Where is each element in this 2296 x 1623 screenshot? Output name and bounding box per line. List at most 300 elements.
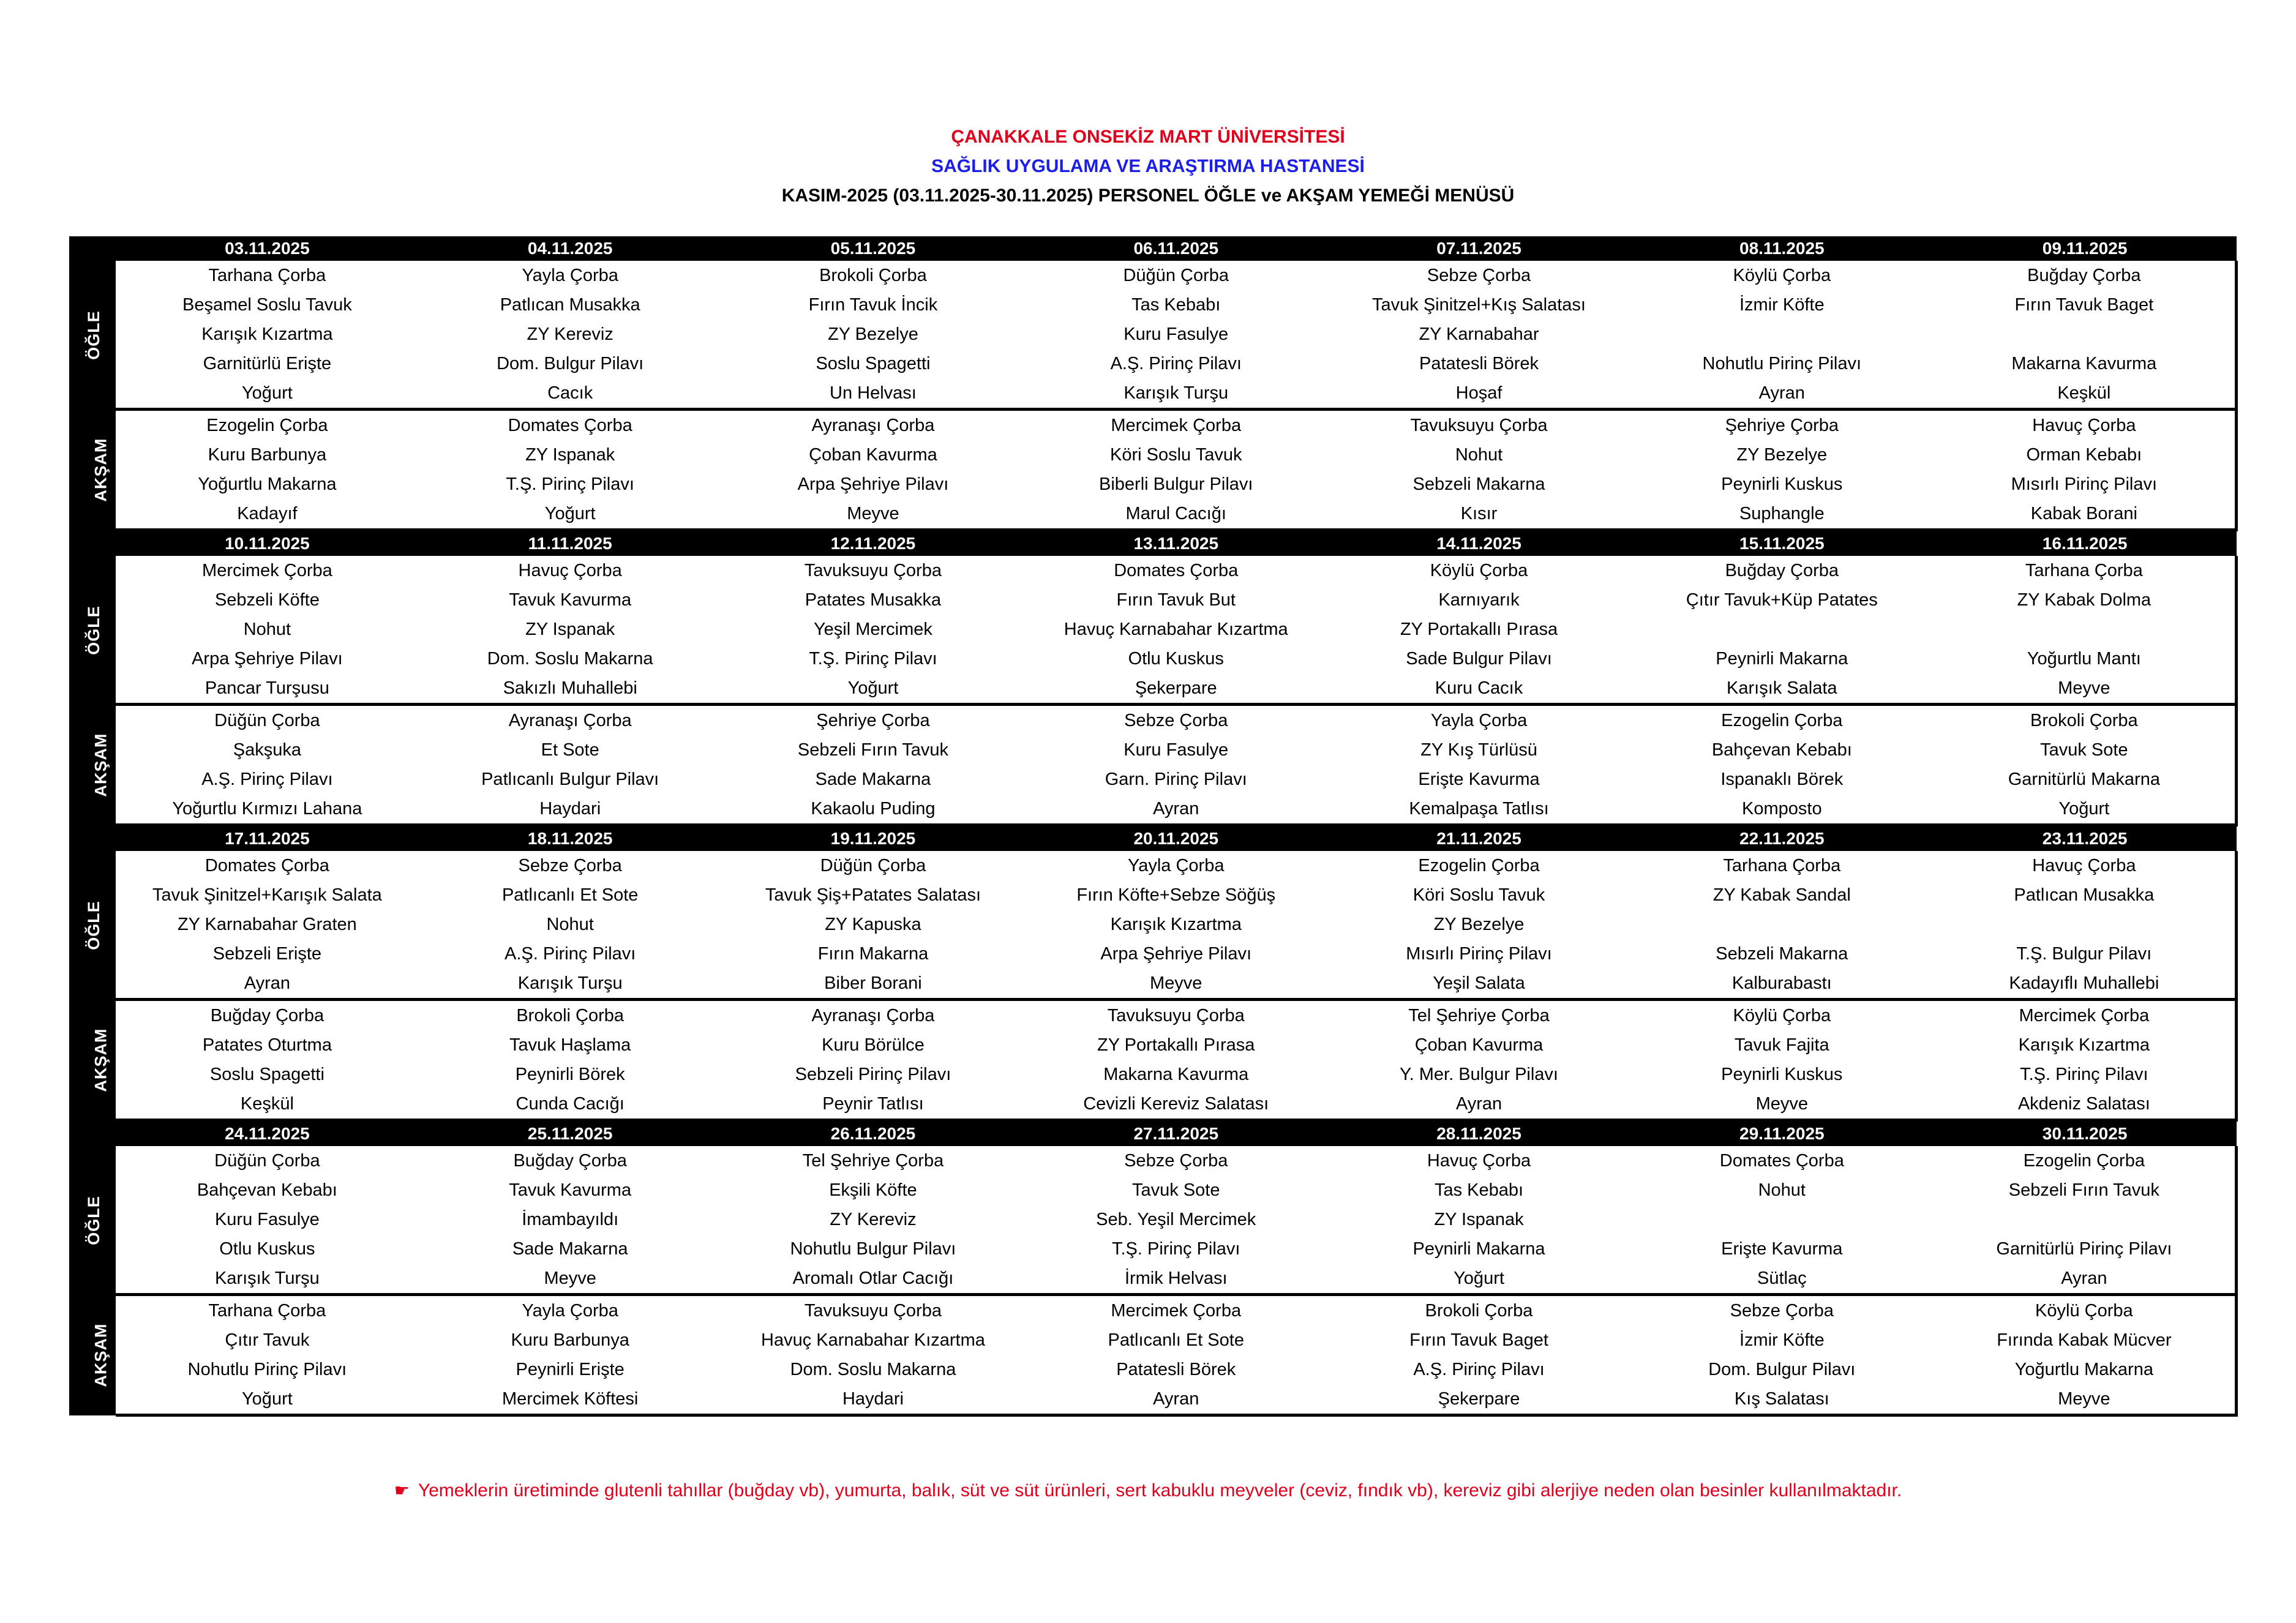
dish-item: Brokoli Çorba: [2030, 711, 2138, 730]
dinner-menu-cell: [1934, 1295, 2237, 1415]
day-date: 25.11.2025: [419, 1120, 722, 1147]
dish-item: Seb. Yeşil Mercimek: [1096, 1210, 1256, 1229]
dish-item: Sade Makarna: [512, 1239, 628, 1259]
dish-item: Buğday Çorba: [513, 1151, 627, 1171]
dinner-menu-cell: [1024, 705, 1327, 825]
dish-item: Suphangle: [1739, 504, 1825, 523]
dinner-label-cell: [69, 1295, 116, 1415]
lunch-menu-cell: [1630, 556, 1934, 705]
dish-item: Fırın Tavuk But: [1116, 590, 1236, 610]
dish-item: Kakaolu Puding: [811, 799, 936, 819]
dish-item: Keşkül: [240, 1094, 294, 1114]
dish-item: Arpa Şehriye Pilavı: [797, 474, 949, 494]
dish-item: İmambayıldı: [522, 1210, 619, 1229]
dish-item: Buğday Çorba: [210, 1006, 325, 1025]
dish-item: Mercimek Çorba: [1111, 416, 1242, 435]
dish-item: Domates Çorba: [508, 416, 632, 435]
dish-item: Sebzeli Pirinç Pilavı: [795, 1065, 951, 1084]
dish-item: Tavuk Haşlama: [509, 1035, 631, 1055]
dinner-menu-cell: [1630, 1295, 1934, 1415]
dish-item: Brokoli Çorba: [1425, 1301, 1533, 1321]
dish-item: Biber Borani: [824, 973, 922, 993]
dish-item: Ekşili Köfte: [829, 1180, 917, 1200]
lunch-menu-cell: [1327, 851, 1630, 1000]
dinner-menu-cell: [116, 705, 419, 825]
dish-item: Köylü Çorba: [1733, 1006, 1831, 1025]
dish-item: Tavuk Sote: [1131, 1180, 1220, 1200]
dish-item: Fırın Tavuk Baget: [1409, 1330, 1548, 1350]
dish-item: Köylü Çorba: [2035, 1301, 2133, 1321]
dish-item: T.Ş. Pirinç Pilavı: [1111, 1239, 1240, 1259]
day-date: 26.11.2025: [722, 1120, 1025, 1147]
dish-item: İzmir Köfte: [1739, 1330, 1825, 1350]
date-header-spacer: [69, 530, 116, 557]
lunch-label: ÖĞLE: [84, 1195, 103, 1245]
dish-item: Fırın Makarna: [817, 944, 929, 964]
dish-item: İrmik Helvası: [1124, 1269, 1228, 1288]
dish-item: Tavuk Fajita: [1734, 1035, 1829, 1055]
dish-item: Tavuksuyu Çorba: [1410, 416, 1548, 435]
dinner-menu-cell: [419, 410, 722, 530]
day-date: 15.11.2025: [1630, 530, 1934, 557]
dish-item: [1630, 615, 1934, 644]
dish-item: Sebzeli Erişte: [212, 944, 322, 964]
day-date: 20.11.2025: [1024, 825, 1327, 852]
dinner-label-cell: [69, 410, 116, 530]
dish-item: Karışık Salata: [1727, 678, 1837, 698]
date-header-spacer: [69, 825, 116, 852]
day-date: 24.11.2025: [116, 1120, 419, 1147]
lunch-menu-cell: [1024, 851, 1327, 1000]
lunch-menu-cell: [1630, 851, 1934, 1000]
dish-item: Çoban Kavurma: [809, 445, 937, 465]
dish-item: Patates Musakka: [805, 590, 942, 610]
lunch-label: ÖĞLE: [84, 605, 103, 655]
dish-item: Sebze Çorba: [1427, 266, 1531, 285]
dish-item: Karışık Turşu: [1124, 383, 1229, 403]
dish-item: Havuç Çorba: [2032, 856, 2136, 875]
dish-item: Cunda Cacığı: [516, 1094, 625, 1114]
dish-item: Meyve: [2058, 1389, 2110, 1409]
dish-item: [1630, 320, 1934, 349]
day-date: 21.11.2025: [1327, 825, 1630, 852]
dish-item: ZY Ispanak: [1434, 1210, 1524, 1229]
dish-item: [1630, 1205, 1934, 1234]
dinner-menu-cell: [1327, 410, 1630, 530]
dish-item: Patlıcanlı Et Sote: [501, 885, 639, 905]
dish-item: Karışık Turşu: [214, 1269, 320, 1288]
lunch-label-cell: [69, 1146, 116, 1295]
dish-item: Tavuk Kavurma: [509, 590, 632, 610]
dish-item: Fırın Tavuk Baget: [2014, 295, 2154, 315]
dish-item: Dom. Bulgur Pilavı: [1708, 1360, 1856, 1379]
lunch-menu-cell: [1024, 261, 1327, 410]
dish-item: Dom. Soslu Makarna: [790, 1360, 956, 1379]
dish-item: Sebze Çorba: [1124, 711, 1228, 730]
dish-item: Arpa Şehriye Pilavı: [192, 649, 343, 669]
dish-item: Kısır: [1460, 504, 1498, 523]
dish-item: Mercimek Çorba: [1111, 1301, 1242, 1321]
dish-item: Yoğurt: [847, 678, 899, 698]
date-header-row: [69, 1120, 2237, 1147]
dish-item: Ezogelin Çorba: [1721, 711, 1843, 730]
dinner-menu-cell: [1024, 1000, 1327, 1120]
dish-item: Yoğurtlu Makarna: [198, 474, 337, 494]
dish-item: Patates Oturtma: [202, 1035, 332, 1055]
dish-item: Un Helvası: [830, 383, 917, 403]
dish-item: Fırın Tavuk İncik: [808, 295, 938, 315]
lunch-row: [69, 851, 2237, 1000]
dish-item: Köri Soslu Tavuk: [1412, 885, 1545, 905]
dish-item: Kuru Fasulye: [1124, 324, 1229, 344]
dish-item: Ezogelin Çorba: [2023, 1151, 2145, 1171]
lunch-menu-cell: [722, 851, 1025, 1000]
dish-item: Garnitürlü Makarna: [2008, 770, 2160, 789]
dish-item: Meyve: [1755, 1094, 1808, 1114]
lunch-menu-cell: [1934, 1146, 2237, 1295]
dish-item: Yeşil Mercimek: [813, 620, 932, 639]
dish-item: A.Ş. Pirinç Pilavı: [201, 770, 333, 789]
dish-item: Çıtır Tavuk: [225, 1330, 310, 1350]
dish-item: Ayran: [1153, 1389, 1199, 1409]
dish-item: Şakşuka: [233, 740, 301, 760]
date-header-spacer: [69, 236, 116, 261]
day-date: 27.11.2025: [1024, 1120, 1327, 1147]
dish-item: Meyve: [847, 504, 899, 523]
day-date: 13.11.2025: [1024, 530, 1327, 557]
menu-title: KASIM-2025 (03.11.2025-30.11.2025) PERSONEL ÖĞLE ve AKŞAM YEMEĞİ MENÜSÜ: [781, 186, 1515, 206]
dish-item: Nohut: [546, 915, 594, 934]
dish-item: Tavuksuyu Çorba: [1107, 1006, 1245, 1025]
dish-item: [1934, 910, 2235, 939]
pointing-hand-icon: ☛: [394, 1481, 410, 1500]
dish-item: Patlıcanlı Et Sote: [1108, 1330, 1244, 1350]
dish-item: A.Ş. Pirinç Pilavı: [1413, 1360, 1545, 1379]
dish-item: Soslu Spagetti: [209, 1065, 325, 1084]
dish-item: Kuru Fasulye: [1124, 740, 1229, 760]
dish-item: Sade Makarna: [815, 770, 931, 789]
dish-item: Brokoli Çorba: [819, 266, 927, 285]
dish-item: Karışık Kızartma: [1110, 915, 1242, 934]
dish-item: Yayla Çorba: [522, 1301, 618, 1321]
dish-item: Tavuk Kavurma: [509, 1180, 632, 1200]
dish-item: Patatesli Börek: [1116, 1360, 1236, 1379]
dish-item: Peynirli Kuskus: [1721, 1065, 1843, 1084]
dish-item: Mısırlı Pirinç Pilavı: [2011, 474, 2158, 494]
dish-item: Peynir Tatlısı: [822, 1094, 924, 1114]
dinner-label: AKŞAM: [91, 1323, 110, 1387]
dish-item: Garn. Pirinç Pilavı: [1105, 770, 1247, 789]
dish-item: Karışık Turşu: [517, 973, 623, 993]
dish-item: Sebze Çorba: [518, 856, 622, 875]
allergen-note-text: Yemeklerin üretiminde glutenli tahıllar (buğday vb), yumurta, balık, süt ve süt ürünleri, sert kabuklu meyveler (ceviz, fındık vb), kereviz gibi alerjiye neden olan besinler kullanılmaktadır.: [418, 1480, 1902, 1501]
dish-item: ZY Kış Türlüsü: [1420, 740, 1537, 760]
lunch-menu-cell: [1630, 261, 1934, 410]
dish-item: Yoğurtlu Makarna: [2014, 1360, 2153, 1379]
dish-item: Keşkül: [2057, 383, 2111, 403]
lunch-row: [69, 1146, 2237, 1295]
dish-item: Peynirli Kuskus: [1721, 474, 1843, 494]
dish-item: Tavuk Sote: [2040, 740, 2128, 760]
dinner-menu-cell: [116, 410, 419, 530]
dish-item: Havuç Çorba: [518, 561, 622, 580]
dish-item: Havuç Karnabahar Kızartma: [761, 1330, 985, 1350]
dish-item: Tavuk Şinitzel+Kış Salatası: [1372, 295, 1586, 315]
dish-item: Ayranaşı Çorba: [811, 1006, 935, 1025]
dish-item: İzmir Köfte: [1739, 295, 1825, 315]
dish-item: Y. Mer. Bulgur Pilavı: [1400, 1065, 1558, 1084]
dinner-row: [69, 1295, 2237, 1415]
dish-item: Sakızlı Muhallebi: [503, 678, 637, 698]
dish-item: Kadayıf: [237, 504, 298, 523]
dish-item: A.Ş. Pirinç Pilavı: [505, 944, 636, 964]
lunch-menu-cell: [1327, 556, 1630, 705]
lunch-menu-cell: [1024, 1146, 1327, 1295]
lunch-label-cell: [69, 556, 116, 705]
lunch-menu-cell: [722, 1146, 1025, 1295]
dinner-row: [69, 1000, 2237, 1120]
day-date: 18.11.2025: [419, 825, 722, 852]
dish-item: Ayranaşı Çorba: [508, 711, 632, 730]
dish-item: Yoğurtlu Mantı: [2027, 649, 2141, 669]
dish-item: Dom. Soslu Makarna: [487, 649, 653, 669]
dinner-row: [69, 410, 2237, 530]
dish-item: Mercimek Çorba: [2019, 1006, 2150, 1025]
dish-item: Köylü Çorba: [1430, 561, 1528, 580]
dinner-menu-cell: [1024, 1295, 1327, 1415]
dish-item: Buğday Çorba: [1725, 561, 1839, 580]
lunch-menu-cell: [419, 851, 722, 1000]
dish-item: ZY Kereviz: [527, 324, 613, 344]
lunch-menu-cell: [1630, 1146, 1934, 1295]
lunch-menu-cell: [116, 851, 419, 1000]
dish-item: Domates Çorba: [1114, 561, 1239, 580]
dish-item: Patatesli Börek: [1419, 354, 1539, 373]
dish-item: Karnıyarık: [1438, 590, 1520, 610]
lunch-label-cell: [69, 851, 116, 1000]
day-date: 23.11.2025: [1934, 825, 2237, 852]
dish-item: Ayran: [1758, 383, 1805, 403]
dish-item: Şehriye Çorba: [816, 711, 930, 730]
dish-item: [1934, 615, 2235, 644]
dinner-menu-cell: [1934, 705, 2237, 825]
dish-item: Tavuksuyu Çorba: [804, 561, 942, 580]
lunch-menu-cell: [722, 556, 1025, 705]
date-header-row: [69, 236, 2237, 261]
dish-item: T.Ş. Pirinç Pilavı: [506, 474, 634, 494]
dish-item: ZY Bezelye: [1433, 915, 1525, 934]
dinner-menu-cell: [1630, 705, 1934, 825]
dish-item: Düğün Çorba: [1123, 266, 1229, 285]
day-date: 07.11.2025: [1327, 236, 1630, 261]
dinner-label: AKŞAM: [91, 733, 110, 797]
dinner-menu-cell: [1327, 1295, 1630, 1415]
dinner-menu-cell: [722, 705, 1025, 825]
day-date: 03.11.2025: [116, 236, 419, 261]
dish-item: Düğün Çorba: [820, 856, 926, 875]
dish-item: Patlıcanlı Bulgur Pilavı: [481, 770, 659, 789]
dish-item: Kalburabastı: [1731, 973, 1832, 993]
dish-item: Ispanaklı Börek: [1720, 770, 1844, 789]
lunch-menu-cell: [1024, 556, 1327, 705]
dish-item: Kuru Fasulye: [214, 1210, 320, 1229]
dinner-row: [69, 705, 2237, 825]
dish-item: Ayran: [1455, 1094, 1503, 1114]
lunch-label-cell: [69, 261, 116, 410]
dish-item: Ayran: [244, 973, 290, 993]
day-date: 11.11.2025: [419, 530, 722, 557]
dish-item: Sebzeli Köfte: [214, 590, 320, 610]
dish-item: T.Ş. Pirinç Pilavı: [2020, 1065, 2148, 1084]
lunch-row: [69, 261, 2237, 410]
allergen-note: [0, 1480, 2296, 1501]
dinner-label: AKŞAM: [91, 1028, 110, 1092]
dish-item: Yayla Çorba: [1430, 711, 1528, 730]
dish-item: Kabak Borani: [2030, 504, 2137, 523]
dish-item: Tel Şehriye Çorba: [1408, 1006, 1550, 1025]
dish-item: ZY Kabak Dolma: [2017, 590, 2152, 610]
dish-item: Meyve: [1150, 973, 1202, 993]
dish-item: Yoğurt: [242, 1389, 293, 1409]
dish-item: Tarhana Çorba: [208, 1301, 326, 1321]
lunch-menu-cell: [116, 556, 419, 705]
dish-item: Erişte Kavurma: [1418, 770, 1540, 789]
dish-item: Hoşaf: [1455, 383, 1503, 403]
dinner-label: AKŞAM: [91, 438, 110, 501]
dish-item: Peynirli Makarna: [1412, 1239, 1545, 1259]
day-date: 30.11.2025: [1934, 1120, 2237, 1147]
lunch-menu-cell: [419, 556, 722, 705]
day-date: 28.11.2025: [1327, 1120, 1630, 1147]
dish-item: Garnitürlü Erişte: [203, 354, 332, 373]
lunch-menu-cell: [1934, 851, 2237, 1000]
university-title: ÇANAKKALE ONSEKİZ MART ÜNİVERSİTESİ: [951, 127, 1345, 147]
dish-item: ZY Kapuska: [825, 915, 921, 934]
dish-item: Köylü Çorba: [1733, 266, 1831, 285]
dinner-menu-cell: [1327, 705, 1630, 825]
dish-item: ZY Bezelye: [828, 324, 918, 344]
dish-item: Fırında Kabak Mücver: [1997, 1330, 2172, 1350]
lunch-menu-cell: [1934, 556, 2237, 705]
dish-item: Peynirli Erişte: [516, 1360, 625, 1379]
dish-item: Havuç Çorba: [1427, 1151, 1531, 1171]
dish-item: [1934, 320, 2235, 349]
day-date: 14.11.2025: [1327, 530, 1630, 557]
dish-item: Otlu Kuskus: [219, 1239, 315, 1259]
dish-item: Makarna Kavurma: [2011, 354, 2157, 373]
day-date: 29.11.2025: [1630, 1120, 1934, 1147]
lunch-menu-cell: [722, 261, 1025, 410]
dish-item: Yoğurt: [2058, 799, 2110, 819]
dish-item: Tas Kebabı: [1131, 295, 1221, 315]
dish-item: [1630, 910, 1934, 939]
dish-item: Mısırlı Pirinç Pilavı: [1406, 944, 1552, 964]
dish-item: ZY Bezelye: [1736, 445, 1828, 465]
dish-item: ZY Ispanak: [525, 620, 615, 639]
dish-item: Şekerpare: [1135, 678, 1217, 698]
dish-item: Kemalpaşa Tatlısı: [1409, 799, 1549, 819]
dish-item: Sütlaç: [1757, 1269, 1807, 1288]
dinner-menu-cell: [722, 410, 1025, 530]
dinner-menu-cell: [722, 1295, 1025, 1415]
dinner-label-cell: [69, 1000, 116, 1120]
dinner-menu-cell: [1630, 410, 1934, 530]
menu-table: [69, 236, 2238, 1417]
dish-item: Kuru Barbunya: [511, 1330, 629, 1350]
dish-item: Tarhana Çorba: [2025, 561, 2143, 580]
lunch-row: [69, 556, 2237, 705]
day-date: 05.11.2025: [722, 236, 1025, 261]
dish-item: Sebzeli Makarna: [1412, 474, 1545, 494]
dinner-label-cell: [69, 705, 116, 825]
dish-item: Cevizli Kereviz Salatası: [1083, 1094, 1269, 1114]
dish-item: Nohut: [1758, 1180, 1806, 1200]
dish-item: Yoğurt: [544, 504, 596, 523]
dish-item: Patlıcan Musakka: [500, 295, 640, 315]
dish-item: Nohutlu Pirinç Pilavı: [1702, 354, 1862, 373]
dish-item: ZY Portakallı Pırasa: [1400, 620, 1558, 639]
dish-item: ZY Portakallı Pırasa: [1097, 1035, 1255, 1055]
dish-item: Ayranaşı Çorba: [811, 416, 935, 435]
dish-item: Peynirli Makarna: [1716, 649, 1848, 669]
day-date: 16.11.2025: [1934, 530, 2237, 557]
dish-item: Komposto: [1742, 799, 1822, 819]
lunch-menu-cell: [1327, 261, 1630, 410]
dish-item: Yoğurt: [1454, 1269, 1504, 1288]
dinner-menu-cell: [722, 1000, 1025, 1120]
dinner-menu-cell: [1934, 410, 2237, 530]
dinner-menu-cell: [116, 1295, 419, 1415]
day-date: 06.11.2025: [1024, 236, 1327, 261]
dinner-menu-cell: [1024, 410, 1327, 530]
dish-item: Kuru Barbunya: [208, 445, 327, 465]
dinner-menu-cell: [1934, 1000, 2237, 1120]
dish-item: Aromalı Otlar Cacığı: [792, 1269, 954, 1288]
day-date: 22.11.2025: [1630, 825, 1934, 852]
dish-item: A.Ş. Pirinç Pilavı: [1110, 354, 1242, 373]
dish-item: Buğday Çorba: [2027, 266, 2141, 285]
dish-item: ZY Karnabahar: [1419, 324, 1539, 344]
dish-item: Patlıcan Musakka: [2014, 885, 2155, 905]
dish-item: Ezogelin Çorba: [206, 416, 328, 435]
dish-item: Ayran: [2061, 1269, 2107, 1288]
dish-item: Nohutlu Pirinç Pilavı: [187, 1360, 347, 1379]
dish-item: Garnitürlü Pirinç Pilavı: [1996, 1239, 2172, 1259]
dish-item: Tavuk Şinitzel+Karışık Salata: [152, 885, 382, 905]
dish-item: Sebze Çorba: [1730, 1301, 1834, 1321]
dish-item: Dom. Bulgur Pilavı: [497, 354, 644, 373]
dish-item: ZY Karnabahar Graten: [177, 915, 357, 934]
dish-item: Brokoli Çorba: [516, 1006, 625, 1025]
dish-item: Mercimek Köftesi: [501, 1389, 639, 1409]
dish-item: Fırın Köfte+Sebze Söğüş: [1076, 885, 1276, 905]
day-date: 17.11.2025: [116, 825, 419, 852]
dish-item: Havuç Çorba: [2032, 416, 2136, 435]
dish-item: Ezogelin Çorba: [1418, 856, 1540, 875]
dish-item: Soslu Spagetti: [816, 354, 931, 373]
dish-item: Bahçevan Kebabı: [1711, 740, 1852, 760]
dish-item: Biberli Bulgur Pilavı: [1099, 474, 1253, 494]
dinner-menu-cell: [1327, 1000, 1630, 1120]
dish-item: Orman Kebabı: [2026, 445, 2142, 465]
dish-item: ZY Kabak Sandal: [1713, 885, 1851, 905]
dish-item: Nohutlu Bulgur Pilavı: [790, 1239, 956, 1259]
dish-item: Sebze Çorba: [1124, 1151, 1228, 1171]
lunch-label: ÖĞLE: [84, 310, 103, 360]
dish-item: Sade Bulgur Pilavı: [1406, 649, 1552, 669]
dish-item: Marul Cacığı: [1125, 504, 1226, 523]
date-header-row: [69, 530, 2237, 557]
